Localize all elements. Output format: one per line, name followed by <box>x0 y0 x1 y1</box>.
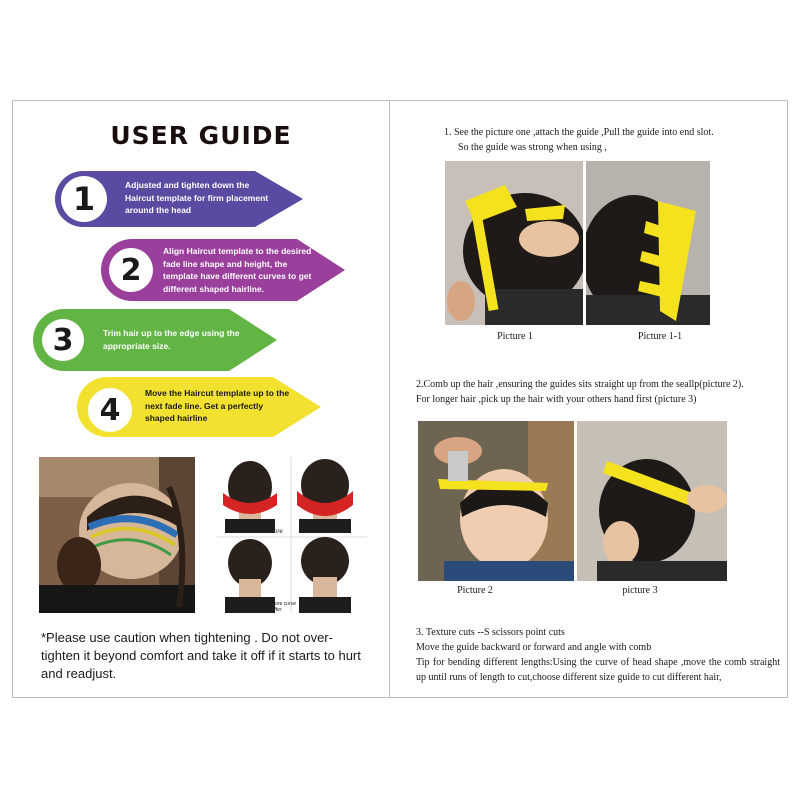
step-4-number: 4 <box>85 385 135 435</box>
left-page <box>12 100 390 698</box>
page-title: USER GUIDE <box>110 121 292 150</box>
step-2-text: Align Haircut template to the desired fade line shape and height, the template have different curves to get different shaped hairline. <box>163 246 312 294</box>
step-3-number: 3 <box>42 319 84 361</box>
step-3-tip: Tip for bending different lengths:Using the curve of head shape ,move the comb straight up until runs of length to cut,choose different size guide to cut different hair, <box>416 657 780 683</box>
step-3-text: Trim hair up to the edge using the appropriate size. <box>103 328 240 351</box>
caption-picture-1-1: Picture 1-1 <box>637 331 683 342</box>
caption-picture-3: picture 3 <box>622 585 658 596</box>
before-label: Before <box>265 529 283 535</box>
picture-3 <box>577 421 727 581</box>
step-4-banner <box>77 377 321 437</box>
picture-1 <box>445 161 583 325</box>
barber-photo <box>39 457 195 613</box>
picture-2 <box>418 421 574 581</box>
caption-picture-2: Picture 2 <box>457 585 493 596</box>
picture-1-1 <box>586 161 710 325</box>
right-page <box>389 100 788 698</box>
step-1-number: 1 <box>61 176 107 222</box>
step-1-instruction-cont: So the guide was strong when using , <box>458 142 607 153</box>
step-3-move-guide: Move the guide backward or forward and angle with comb <box>416 642 652 653</box>
step-4-text: Move the Haircut template up to the next fade line. Get a perfectly shaped hairline <box>145 388 290 423</box>
step-2-banner <box>101 239 345 301</box>
step-3-banner <box>33 309 277 371</box>
step-2-instruction: 2.Comb up the hair ,ensuring the guides sits straight up from the seallp(picture 2). <box>416 379 744 390</box>
step-2-instruction-cont: For longer hair ,pick up the hair with your others hand first (picture 3) <box>416 394 697 405</box>
step-1-banner <box>55 171 303 227</box>
step-1-instruction: 1. See the picture one ,attach the guide ,Pull the guide into end slot. <box>444 127 714 138</box>
step-1-text: Adjusted and tighten down the Haircut template for firm placement around the head <box>125 180 269 215</box>
step-2-number: 2 <box>109 248 153 292</box>
caption-picture-1: Picture 1 <box>497 331 533 342</box>
caution-note: *Please use caution when tightening . Do not over-tighten it beyond comfort and take it off if it starts to hurt and readjust. <box>41 630 361 681</box>
before-after-photos <box>217 457 367 613</box>
step-3-instruction: 3. Texture cuts --S scissors point cuts <box>416 627 565 638</box>
after-label: More curve After <box>271 601 297 613</box>
